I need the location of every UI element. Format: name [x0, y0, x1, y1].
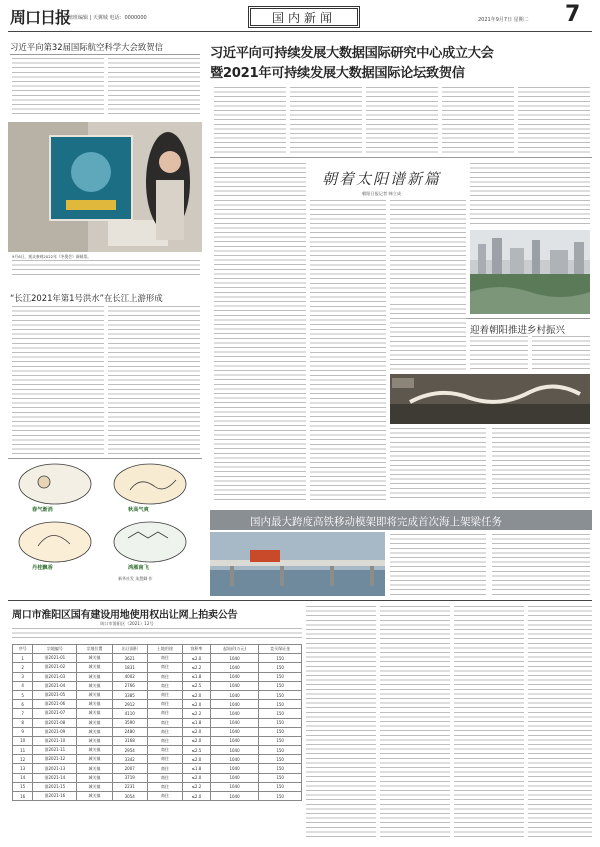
railway-banner [210, 510, 592, 530]
table-cell: 城关镇 [77, 681, 112, 690]
table-cell: 16 [13, 792, 33, 801]
table-cell: 4 [13, 681, 33, 690]
table-cell: 150 [259, 727, 302, 736]
table-cell: 150 [259, 764, 302, 773]
table-cell: 城关镇 [77, 782, 112, 791]
table-cell: 3621 [112, 654, 147, 663]
table-cell: ≤2.0 [183, 690, 211, 699]
rising-sun-byline: 朝阳日报记者 韩立成 [362, 191, 402, 196]
table-cell: 3590 [112, 718, 147, 727]
table-header: 竞买保证金 [259, 645, 302, 654]
sun-body-4 [390, 304, 466, 370]
table-cell: 150 [259, 690, 302, 699]
table-cell: 150 [259, 672, 302, 681]
table-cell: 商住 [147, 681, 182, 690]
table-cell: ≤2.5 [183, 746, 211, 755]
table-cell: 商住 [147, 755, 182, 764]
notice-intro [12, 628, 302, 642]
table-cell: 150 [259, 736, 302, 745]
table-cell: 淮2021-14 [33, 773, 77, 782]
table-cell: 2 [13, 663, 33, 672]
table-row [13, 746, 302, 755]
notice-body-4 [528, 606, 592, 840]
notice-body-1 [306, 606, 376, 840]
table-cell: 1040 [210, 709, 258, 718]
table-cell: ≤1.8 [183, 764, 211, 773]
table-cell: 8 [13, 718, 33, 727]
table-cell: 13 [13, 764, 33, 773]
table-cell: 城关镇 [77, 709, 112, 718]
table-cell: 商住 [147, 764, 182, 773]
table-cell: 淮2021-06 [33, 700, 77, 709]
table-row [13, 681, 302, 690]
table-cell: 10 [13, 736, 33, 745]
sun-body-right [470, 163, 590, 227]
table-cell: 1040 [210, 764, 258, 773]
table-cell: 商住 [147, 727, 182, 736]
table-cell: 商住 [147, 709, 182, 718]
table-cell: 淮2021-12 [33, 755, 77, 764]
yangtze-body-1 [12, 306, 104, 454]
yangtze-headline: “长江2021年第1号洪水”在长江上游形成 [10, 293, 163, 303]
photo-caption-body [12, 260, 200, 278]
cartoon-box [10, 460, 200, 585]
table-header: 起始价(万元) [210, 645, 258, 654]
table-cell: 1040 [210, 736, 258, 745]
table-cell: 15 [13, 782, 33, 791]
table-header-row [13, 645, 302, 654]
table-cell: 150 [259, 782, 302, 791]
notice-sub: 周口市淮阳区（2021）12号 [100, 621, 154, 626]
table-header: 容积率 [183, 645, 211, 654]
table-cell: 商住 [147, 746, 182, 755]
table-cell: 淮2021-04 [33, 681, 77, 690]
table-cell: 150 [259, 792, 302, 801]
table-cell: 城关镇 [77, 727, 112, 736]
centenary-photo [390, 374, 590, 424]
table-row [13, 700, 302, 709]
masthead [0, 0, 600, 32]
page-number: 7 [565, 2, 581, 27]
table-cell: 5 [13, 690, 33, 699]
table-cell: 150 [259, 746, 302, 755]
table-cell: 3168 [112, 736, 147, 745]
table-cell: 城关镇 [77, 700, 112, 709]
sun-body-5 [390, 428, 486, 500]
table-cell: 2766 [112, 681, 147, 690]
table-cell: 1040 [210, 755, 258, 764]
table-cell: 淮2021-09 [33, 727, 77, 736]
table-cell: ≤1.8 [183, 718, 211, 727]
section-title: 国内新闻 [271, 11, 336, 25]
masthead-meta: 值班编辑 | 天翼城 电话：0000000 [68, 15, 147, 21]
notice-body-2 [380, 606, 450, 840]
masthead-date: 2021年9月7日 星期二 [478, 17, 529, 23]
table-row [13, 764, 302, 773]
table-cell: 商住 [147, 792, 182, 801]
table-cell: 2954 [112, 746, 147, 755]
railway-photo [210, 532, 385, 596]
table-cell: 1831 [112, 663, 147, 672]
table-cell: 12 [13, 755, 33, 764]
table-row [13, 755, 302, 764]
lead-body-1 [214, 87, 286, 153]
table-cell: 城关镇 [77, 792, 112, 801]
table-cell: 1040 [210, 718, 258, 727]
table-cell: 城关镇 [77, 773, 112, 782]
cartoon-label-1: 春气渐消 [32, 507, 53, 513]
lead-body-5 [518, 87, 590, 153]
table-row [13, 672, 302, 681]
table-cell: ≤2.0 [183, 755, 211, 764]
table-cell: 150 [259, 755, 302, 764]
table-cell: 1 [13, 654, 33, 663]
village-body-2 [532, 336, 590, 370]
centenary-photo-art [390, 374, 590, 424]
table-cell: 城关镇 [77, 663, 112, 672]
table-cell: 3342 [112, 755, 147, 764]
table-cell: 6 [13, 700, 33, 709]
table-cell: 150 [259, 709, 302, 718]
table-cell: 城关镇 [77, 718, 112, 727]
table-cell: 4002 [112, 672, 147, 681]
table-header: 序号 [13, 645, 33, 654]
table-row [13, 782, 302, 791]
table-row [13, 654, 302, 663]
table-cell: 商住 [147, 672, 182, 681]
table-header: 出让面积 [112, 645, 147, 654]
table-cell: 150 [259, 663, 302, 672]
sun-body-left-1 [214, 163, 306, 501]
table-cell: 2231 [112, 782, 147, 791]
railway-body-2 [492, 534, 590, 596]
table-cell: 150 [259, 718, 302, 727]
table-cell: 商住 [147, 718, 182, 727]
table-cell: 1040 [210, 654, 258, 663]
cartoon-label-3: 丹桂飘香 [32, 565, 53, 571]
table-cell: ≤2.0 [183, 773, 211, 782]
table-header: 土地用途 [147, 645, 182, 654]
table-cell: ≤2.2 [183, 663, 211, 672]
table-row [13, 690, 302, 699]
table-row [13, 792, 302, 801]
table-cell: 150 [259, 681, 302, 690]
table-cell: 淮2021-13 [33, 764, 77, 773]
table-cell: 11 [13, 746, 33, 755]
lead-headline-line-2: 暨2021年可持续发展大数据国际论坛致贺信 [210, 66, 465, 81]
table-row [13, 727, 302, 736]
table-row [13, 709, 302, 718]
notice-headline: 周口市淮阳区国有建设用地使用权出让网上拍卖公告 [12, 610, 238, 621]
sun-body-3 [390, 200, 466, 300]
table-cell: ≤2.0 [183, 700, 211, 709]
village-headline: 迎着朝阳推进乡村振兴 [470, 325, 566, 336]
table-cell: 3719 [112, 773, 147, 782]
left-headline: 习近平向第32届国际航空科学大会致贺信 [10, 42, 164, 52]
table-cell: ≤2.2 [183, 782, 211, 791]
masthead-rule [8, 31, 592, 32]
table-cell: 城关镇 [77, 672, 112, 681]
table-cell: 1040 [210, 727, 258, 736]
sun-body-2 [310, 200, 386, 500]
cartoon-art [10, 460, 200, 578]
table-cell: 1040 [210, 663, 258, 672]
table-cell: 淮2021-11 [33, 746, 77, 755]
table-cell: 1040 [210, 773, 258, 782]
table-cell: 3054 [112, 792, 147, 801]
cartoon-label-4: 鸿雁南飞 [128, 565, 149, 571]
lead-body-2 [290, 87, 362, 153]
table-header: 宗地位置 [77, 645, 112, 654]
table-cell: ≤2.0 [183, 736, 211, 745]
table-body [13, 654, 302, 801]
table-cell: ≤2.2 [183, 709, 211, 718]
city-photo [470, 230, 590, 314]
cartoon-credit: 新华社发 朱慧卿 作 [118, 576, 153, 581]
city-photo-art [470, 230, 590, 314]
table-row [13, 773, 302, 782]
table-cell: 商住 [147, 690, 182, 699]
table-cell: 1040 [210, 782, 258, 791]
railway-body-1 [390, 534, 486, 596]
table-cell: ≤2.5 [183, 681, 211, 690]
railway-headline: 国内最大跨度高铁移动模架即将完成首次海上架梁任务 [250, 516, 502, 528]
yangtze-body-2 [108, 306, 200, 454]
table-cell: 淮2021-02 [33, 663, 77, 672]
table-cell: 淮2021-08 [33, 718, 77, 727]
village-body-1 [470, 336, 528, 370]
left-article-body [12, 58, 104, 118]
table-cell: 150 [259, 773, 302, 782]
cartoon-label-2: 秋高气爽 [128, 507, 149, 513]
table-cell: 商住 [147, 700, 182, 709]
table-cell: 城关镇 [77, 746, 112, 755]
notice-body-3 [454, 606, 524, 840]
lead-body-4 [442, 87, 514, 153]
masthead-logo: 周口日报 [10, 8, 71, 27]
table-cell: 城关镇 [77, 736, 112, 745]
table-cell: 城关镇 [77, 764, 112, 773]
lead-headline-line-1: 习近平向可持续发展大数据国际研究中心成立大会 [210, 46, 494, 61]
table-cell: 商住 [147, 773, 182, 782]
stamp-photo [8, 122, 202, 252]
table-cell: 淮2021-03 [33, 672, 77, 681]
table-cell: 城关镇 [77, 654, 112, 663]
table-cell: 1040 [210, 746, 258, 755]
table-cell: 2480 [112, 727, 147, 736]
rising-sun-headline: 朝着太阳谱新篇 [322, 170, 442, 188]
table-cell: 淮2021-10 [33, 736, 77, 745]
table-cell: 1040 [210, 700, 258, 709]
table-cell: 2007 [112, 764, 147, 773]
railway-photo-art [210, 532, 385, 596]
table-cell: 150 [259, 700, 302, 709]
table-cell: 7 [13, 709, 33, 718]
table-cell: 150 [259, 654, 302, 663]
table-cell: 淮2021-16 [33, 792, 77, 801]
lead-body-3 [366, 87, 438, 153]
table-row [13, 663, 302, 672]
auction-table [12, 644, 302, 801]
table-cell: 4110 [112, 709, 147, 718]
table-cell: ≤2.0 [183, 727, 211, 736]
table-cell: 商住 [147, 736, 182, 745]
table-cell: ≤1.8 [183, 672, 211, 681]
table-cell: 淮2021-07 [33, 709, 77, 718]
table-cell: 淮2021-05 [33, 690, 77, 699]
section-box [248, 6, 360, 28]
table-cell: 1040 [210, 690, 258, 699]
stamp-photo-art [8, 122, 202, 252]
table-cell: 淮2021-15 [33, 782, 77, 791]
table-row [13, 718, 302, 727]
table-cell: 商住 [147, 654, 182, 663]
left-article-body-2 [108, 58, 200, 118]
table-cell: 城关镇 [77, 755, 112, 764]
table-cell: ≤2.0 [183, 654, 211, 663]
sun-body-6 [492, 428, 590, 500]
table-cell: 9 [13, 727, 33, 736]
table-cell: 1040 [210, 792, 258, 801]
table-header: 宗地编号 [33, 645, 77, 654]
table-cell: 3385 [112, 690, 147, 699]
table-cell: ≤2.0 [183, 792, 211, 801]
table-cell: 1040 [210, 672, 258, 681]
table-cell: 商住 [147, 782, 182, 791]
table-cell: 2912 [112, 700, 147, 709]
table-row [13, 736, 302, 745]
photo-caption: 9月6日，观众参观2022年《冬奥会》新邮票。 [12, 254, 92, 259]
table-cell: 城关镇 [77, 690, 112, 699]
table-cell: 1040 [210, 681, 258, 690]
table-cell: 3 [13, 672, 33, 681]
table-cell: 淮2021-01 [33, 654, 77, 663]
table-cell: 商住 [147, 663, 182, 672]
table-cell: 14 [13, 773, 33, 782]
